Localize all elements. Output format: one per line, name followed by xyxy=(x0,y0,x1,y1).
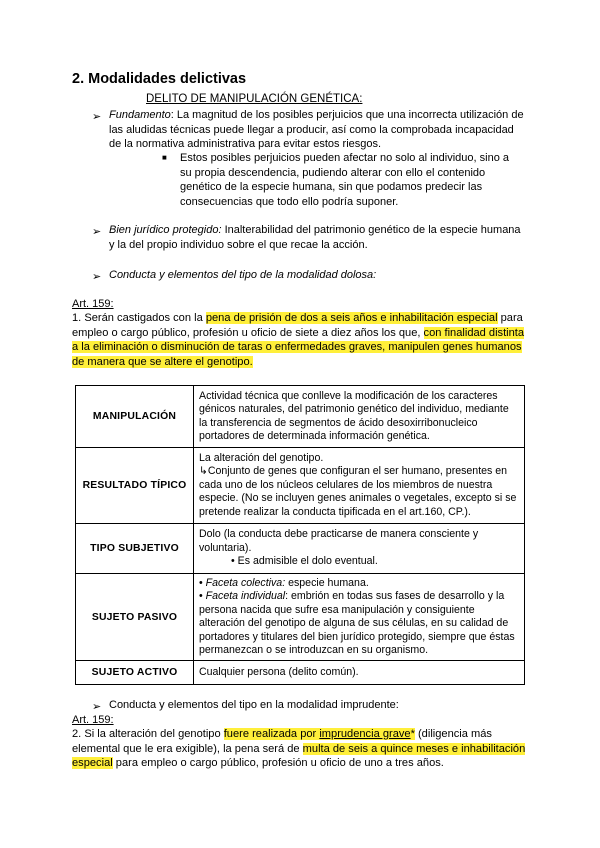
article-159-1-text xyxy=(72,311,530,369)
row-content xyxy=(194,448,525,524)
highlighted-text: pena de prisión de dos a seis años e inhabilitación especial xyxy=(205,312,498,324)
conducta-dolosa-heading: Conducta y elementos del tipo de la modalidad dolosa: xyxy=(109,269,377,281)
article-159-2-text xyxy=(72,727,530,771)
article-text: para empleo o cargo público, profesión u oficio de uno a tres años. xyxy=(112,757,444,770)
article-text: (diligencia más elemental que le era exigible), la pena será de xyxy=(72,728,492,755)
row-header: SUJETO PASIVO xyxy=(76,574,194,661)
arrow-bullet-icon: ➢ xyxy=(92,226,102,238)
row-content: Actividad técnica que conlleve la modificación de los caracteres génicos naturales, del patrimonio genético del individuo, mediante la transferencia de segmentos de ácido desoxirribonucleico portadores de determinada información genética. xyxy=(194,386,525,448)
table-row xyxy=(76,448,525,524)
row-content xyxy=(194,574,525,661)
row-line: • Faceta colectiva: especie humana. xyxy=(199,577,369,589)
bien-juridico-paragraph xyxy=(109,223,529,252)
article-reference: Art. 159: xyxy=(72,714,114,726)
article-reference: Art. 159: xyxy=(72,298,114,310)
row-content: Cualquier persona (delito común). xyxy=(194,661,525,685)
faceta-text: especie humana. xyxy=(285,577,369,589)
row-line: ↳Conjunto de genes que configuran el ser humano, presentes en cada uno de los núcleos celulares de los miembros de nuestra especie. (No se incluyen genes animales o vegetales, excepto si se pretende realizar la conducta tipificada en el art.160, CP.). xyxy=(199,465,517,518)
highlighted-text: * xyxy=(410,728,415,740)
table-row xyxy=(76,524,525,574)
fundamento-paragraph xyxy=(109,108,529,152)
highlighted-text: fuere realizada por xyxy=(223,728,320,740)
bien-juridico-label: Bien jurídico protegido: xyxy=(109,224,222,236)
row-content xyxy=(194,524,525,574)
fundamento-bullet-text: Estos posibles perjuicios pueden afectar no solo al individuo, sino a su propia descendencia, pudiendo alterar con ello el contenido genético de la especie humana, sin que podamos predecir las consecuencias que todo ello podría suponer. xyxy=(180,152,509,208)
table-row xyxy=(76,661,525,685)
article-text: 2. Si la alteración del genotipo xyxy=(72,728,224,740)
article-text: para empleo o cargo público, profesión u oficio de siete a diez años los que, xyxy=(72,312,523,339)
bien-juridico-text: Inalterabilidad del patrimonio genético de la especie humana y la del propio individuo sobre el que recae la acción. xyxy=(109,224,521,251)
fundamento-label: Fundamento xyxy=(109,109,171,121)
row-header: SUJETO ACTIVO xyxy=(76,661,194,685)
row-header: MANIPULACIÓN xyxy=(76,386,194,448)
conducta-imprudente-heading: Conducta y elementos del tipo en la modalidad imprudente: xyxy=(109,699,399,711)
table-row xyxy=(76,574,525,661)
row-line: • Faceta individual: embrión en todas sus fases de desarrollo y la persona nacida que sufre esa manipulación y consiguiente alteración del genotipo de alguna de sus células, en su calidad de portadores y titulares del bien jurídico protegido, siempre que éstas permanezcan o se introduzcan en su organismo. xyxy=(199,590,515,657)
row-header: TIPO SUBJETIVO xyxy=(76,524,194,574)
section-heading: 2. Modalidades delictivas xyxy=(72,71,247,87)
subheading: DELITO DE MANIPULACIÓN GENÉTICA: xyxy=(146,93,363,105)
highlighted-text: con finalidad distinta a la eliminación o disminución de taras o enfermedades graves, manipulen genes humanos de manera que se altere el genotipo. xyxy=(72,326,525,368)
table-row xyxy=(76,386,525,448)
row-header: RESULTADO TÍPICO xyxy=(76,448,194,524)
faceta-label: Faceta colectiva: xyxy=(205,577,286,589)
square-bullet-icon: ■ xyxy=(162,153,167,162)
row-line: • Es admisible el dolo eventual. xyxy=(231,555,378,568)
faceta-label: Faceta individual xyxy=(205,590,286,603)
article-text: 1. Serán castigados con la xyxy=(72,312,206,324)
fundamento-text: : La magnitud de los posibles perjuicios que una incorrecta utilización de las aludidas técnicas puede llegar a producir, así como la comprobada incapacidad de la normativa administrativa para evitar estos riesgos. xyxy=(109,109,524,151)
elements-table xyxy=(75,385,525,685)
arrow-bullet-icon: ➢ xyxy=(92,271,102,283)
arrow-bullet-icon: ➢ xyxy=(92,701,102,713)
faceta-text: : embrión en todas sus fases de desarrollo y la persona nacida que sufre esa manipulación y consiguiente alteración del genotipo de alguna de sus células, en su calidad de portadores y titulares del bien jurídico protegido, siempre que éstas permanezcan o se introduzcan en su organismo. xyxy=(199,590,515,657)
arrow-bullet-icon: ➢ xyxy=(92,111,102,123)
highlighted-text: multa de seis a quince meses e inhabilitación especial xyxy=(72,742,526,770)
row-line: Dolo (la conducta debe practicarse de manera consciente y voluntaria). xyxy=(199,528,479,554)
highlighted-text: imprudencia grave xyxy=(319,728,411,740)
row-line: La alteración del genotipo. xyxy=(199,451,324,464)
